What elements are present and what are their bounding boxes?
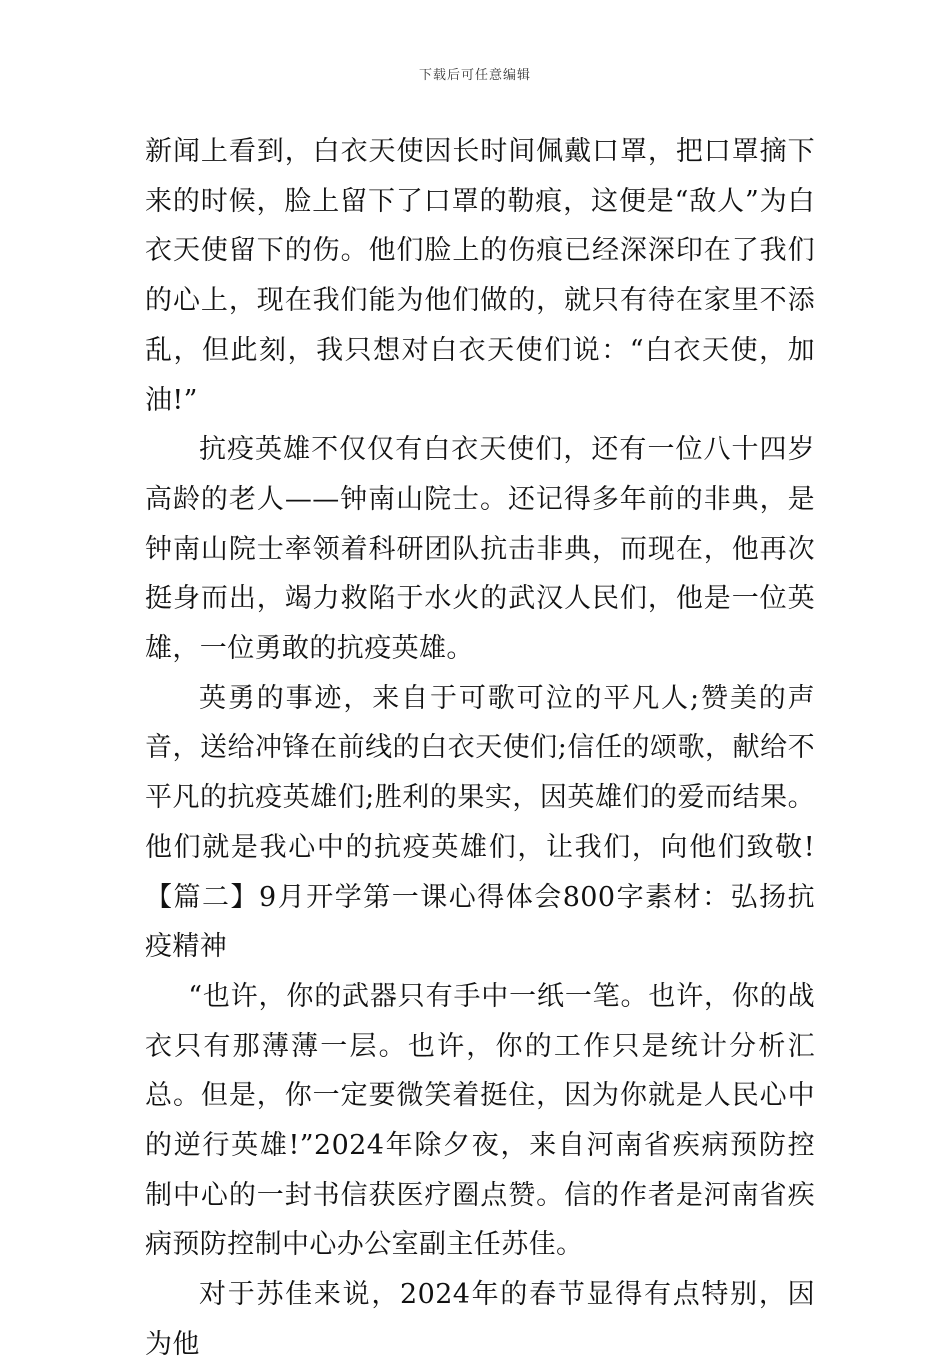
paragraph-1: 新闻上看到，白衣天使因长时间佩戴口罩，把口罩摘下来的时候，脸上留下了口罩的勒痕，这便是“敌人”为白衣天使留下的伤。他们脸上的伤痕已经深深印在了我们的心上，现在我们能为他们做的，就只有待在家里不添乱，但此刻，我只想对白衣天使们说：“白衣天使，加油!” [145, 136, 815, 416]
paragraph-4: “也许，你的武器只有手中一纸一笔。也许，你的战衣只有那薄薄一层。也许，你的工作只是统计分析汇总。但是，你一定要微笑着挺住，因为你就是人民心中的逆行英雄!”2024年除夕夜，来自河南省疾病预防控制中心的一封书信获医疗圈点赞。信的作者是河南省疾病预防控制中心办公室副主任苏佳。 [145, 980, 815, 1261]
document-body [145, 127, 815, 1370]
paragraph-3: 英勇的事迹，来自于可歌可泣的平凡人;赞美的声音，送给冲锋在前线的白衣天使们;信任的颂歌，献给不平凡的抗疫英雄们;胜利的果实，因英雄们的爱而结果。他们就是我心中的抗疫英雄们，让我们，向他们致敬!【篇二】9月开学第一课心得体会800字素材：弘扬抗疫精神 [145, 682, 815, 963]
paragraph-5: 对于苏佳来说，2024年的春节显得有点特别，因为他 [145, 1279, 815, 1360]
paragraph-2: 抗疫英雄不仅仅有白衣天使们，还有一位八十四岁高龄的老人——钟南山院士。还记得多年前的非典，是钟南山院士率领着科研团队抗击非典，而现在，他再次挺身而出，竭力救陷于水火的武汉人民们，他是一位英雄，一位勇敢的抗疫英雄。 [145, 434, 815, 665]
page-header: 下载后可任意编辑 [418, 68, 531, 83]
